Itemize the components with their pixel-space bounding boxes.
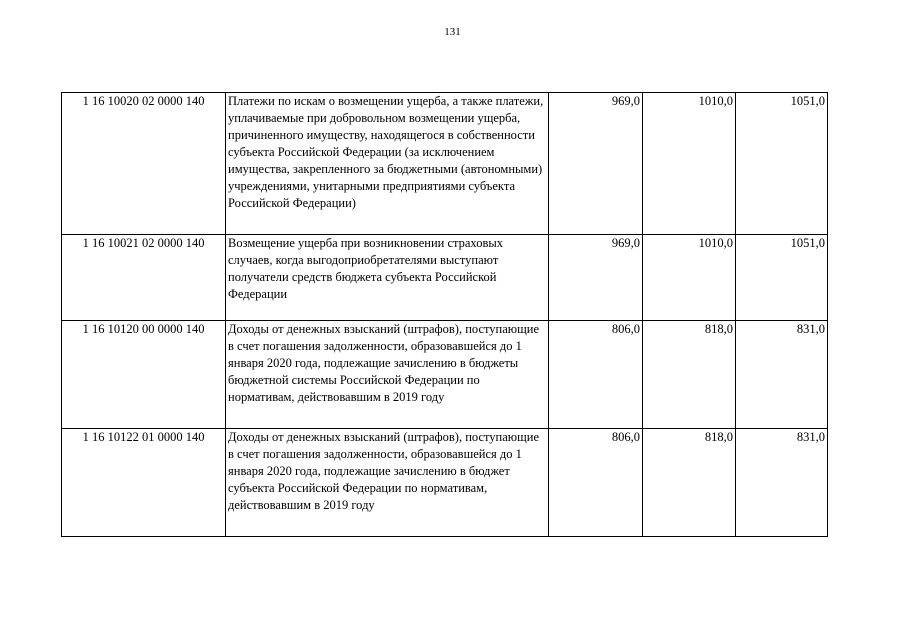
table-row: [62, 93, 828, 235]
revenue-name-cell: Возмещение ущерба при возникновении страховых случаев, когда выгодоприобретателями выступают получатели средств бюджета субъекта Российской Федерации: [226, 235, 549, 321]
value-cell-year-2: 818,0: [643, 429, 736, 537]
revenue-code-cell: 1 16 10021 02 0000 140: [62, 235, 226, 321]
revenue-name-cell: Платежи по искам о возмещении ущерба, а также платежи, уплачиваемые при добровольном возмещении ущерба, причиненного имуществу, находящегося в собственности субъекта Российской Федерации (за исключением имущества, закрепленного за бюджетными (автономными) учреждениями, унитарными предприятиями субъекта Российской Федерации): [226, 93, 549, 235]
value-cell-year-1: 969,0: [549, 235, 643, 321]
revenue-code-cell: 1 16 10120 00 0000 140: [62, 321, 226, 429]
value-cell-year-1: 806,0: [549, 321, 643, 429]
value-cell-year-3: 1051,0: [736, 93, 828, 235]
value-cell-year-3: 1051,0: [736, 235, 828, 321]
revenue-code-cell: 1 16 10122 01 0000 140: [62, 429, 226, 537]
table-row: [62, 321, 828, 429]
value-cell-year-3: 831,0: [736, 429, 828, 537]
page-number: 131: [444, 26, 461, 38]
value-cell-year-3: 831,0: [736, 321, 828, 429]
revenue-name-cell: Доходы от денежных взысканий (штрафов), поступающие в счет погашения задолженности, образовавшейся до 1 января 2020 года, подлежащие зачислению в бюджет субъекта Российской Федерации по нормативам, действовавшим в 2019 году: [226, 429, 549, 537]
value-cell-year-1: 806,0: [549, 429, 643, 537]
value-cell-year-1: 969,0: [549, 93, 643, 235]
value-cell-year-2: 1010,0: [643, 93, 736, 235]
budget-revenue-table: [61, 92, 828, 537]
revenue-code-cell: 1 16 10020 02 0000 140: [62, 93, 226, 235]
revenue-name-cell: Доходы от денежных взысканий (штрафов), поступающие в счет погашения задолженности, образовавшейся до 1 января 2020 года, подлежащие зачислению в бюджеты бюджетной системы Российской Федерации по нормативам, действовавшим в 2019 году: [226, 321, 549, 429]
value-cell-year-2: 818,0: [643, 321, 736, 429]
table-row: [62, 235, 828, 321]
table-row: [62, 429, 828, 537]
value-cell-year-2: 1010,0: [643, 235, 736, 321]
